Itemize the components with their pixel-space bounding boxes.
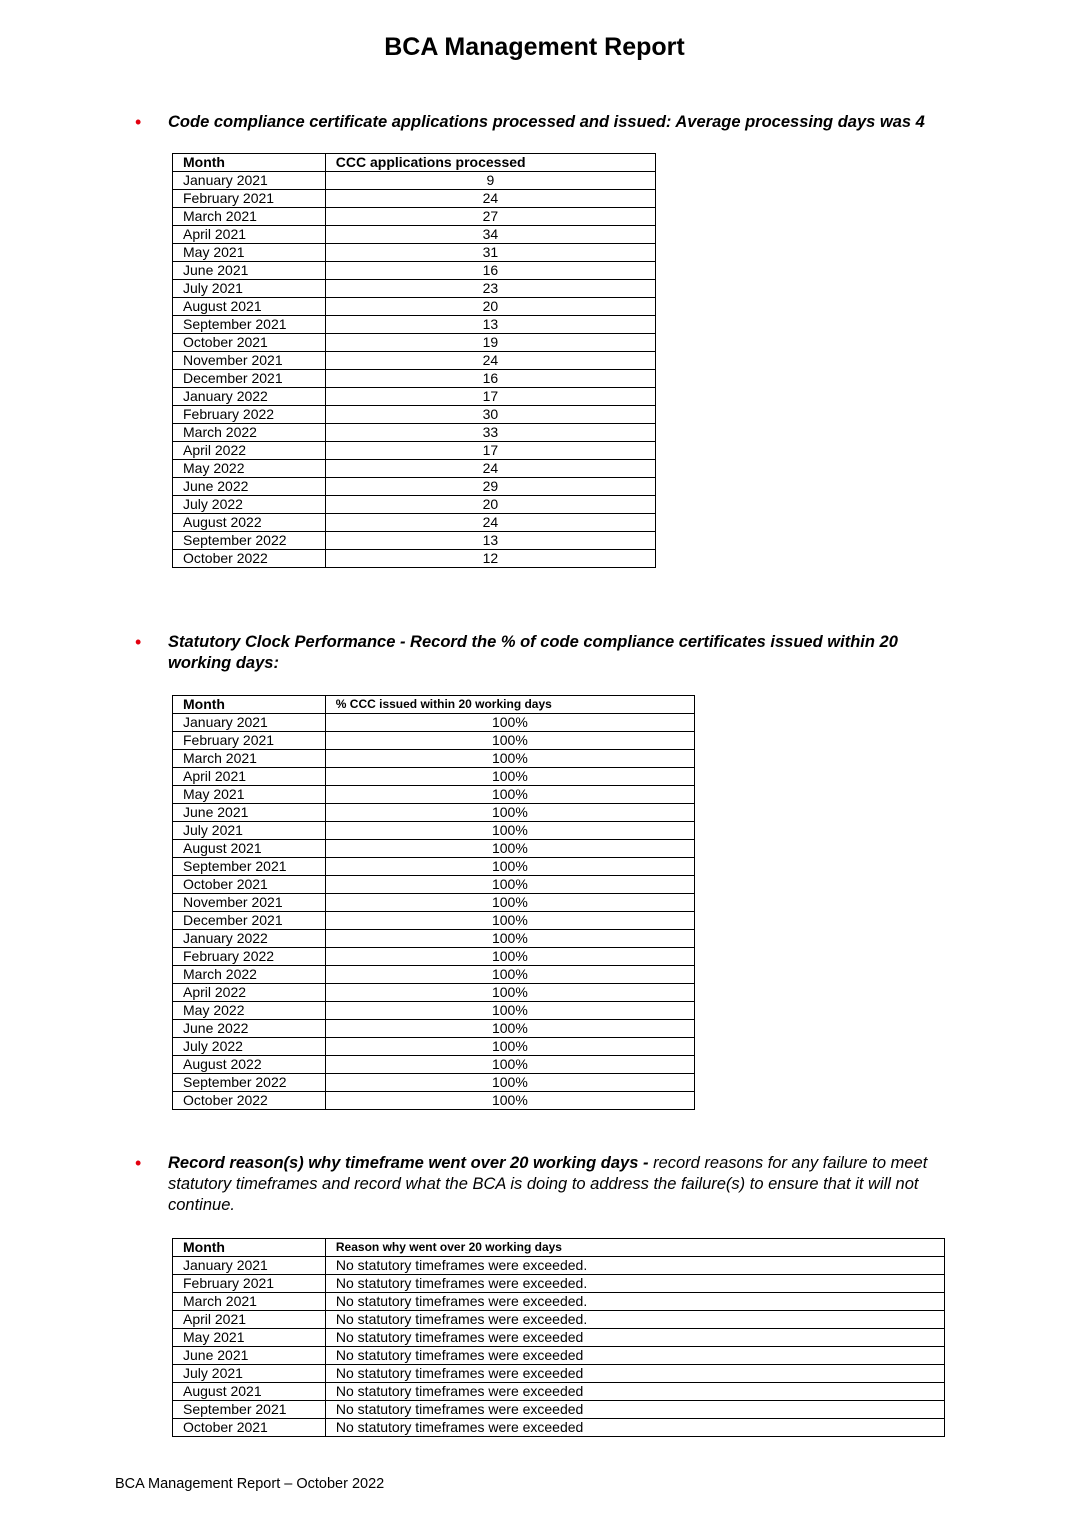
table-row	[173, 208, 656, 226]
cell-month: May 2021	[173, 1329, 326, 1347]
table-row	[173, 912, 695, 930]
cell-value: No statutory timeframes were exceeded	[325, 1365, 944, 1383]
table-row	[173, 750, 695, 768]
bullet-icon: •	[135, 632, 142, 652]
cell-value: 17	[325, 442, 655, 460]
table-row	[173, 190, 656, 208]
cell-value: 100%	[325, 768, 694, 786]
cell-month: July 2022	[173, 1038, 326, 1056]
table-row	[173, 984, 695, 1002]
cell-value: 23	[325, 280, 655, 298]
cell-value: 100%	[325, 912, 694, 930]
cell-month: January 2021	[173, 714, 326, 732]
heading-line: continue.	[168, 1196, 235, 1214]
table-row	[173, 316, 656, 334]
cell-value: 100%	[325, 732, 694, 750]
section-ccc-processed	[135, 112, 958, 133]
cell-value: 100%	[325, 858, 694, 876]
cell-value: 100%	[325, 876, 694, 894]
cell-value: 100%	[325, 948, 694, 966]
table-header-row	[173, 696, 695, 714]
cell-month: July 2021	[173, 822, 326, 840]
ccc-processed-table	[172, 153, 656, 568]
cell-value: No statutory timeframes were exceeded	[325, 1401, 944, 1419]
table-row	[173, 1074, 695, 1092]
cell-value: 20	[325, 496, 655, 514]
bullet-icon: •	[135, 112, 142, 132]
heading-rest: record reasons for any failure to meet	[653, 1154, 928, 1172]
cell-value: 100%	[325, 1074, 694, 1092]
cell-month: October 2021	[173, 1419, 326, 1437]
heading-line: Statutory Clock Performance - Record the % of code compliance certificates issued within 20	[168, 633, 898, 651]
cell-month: April 2021	[173, 768, 326, 786]
table-row	[173, 930, 695, 948]
cell-value: 24	[325, 460, 655, 478]
section-statutory-clock	[135, 632, 958, 674]
cell-value: 34	[325, 226, 655, 244]
cell-month: January 2022	[173, 388, 326, 406]
heading-line: statutory timeframes and record what the BCA is doing to address the failure(s) to ensure that it will not	[168, 1175, 919, 1193]
cell-month: September 2021	[173, 1401, 326, 1419]
table-row	[173, 370, 656, 388]
reasons-table	[172, 1238, 945, 1437]
table-row	[173, 1092, 695, 1110]
cell-month: June 2021	[173, 262, 326, 280]
table-row	[173, 262, 656, 280]
cell-value: No statutory timeframes were exceeded.	[325, 1311, 944, 1329]
cell-month: August 2022	[173, 1056, 326, 1074]
cell-value: No statutory timeframes were exceeded.	[325, 1275, 944, 1293]
cell-value: 16	[325, 262, 655, 280]
table-header-row	[173, 154, 656, 172]
table-row	[173, 298, 656, 316]
cell-value: 100%	[325, 840, 694, 858]
table-row	[173, 334, 656, 352]
cell-value: 20	[325, 298, 655, 316]
cell-value: No statutory timeframes were exceeded.	[325, 1293, 944, 1311]
cell-value: 24	[325, 514, 655, 532]
cell-month: October 2021	[173, 876, 326, 894]
cell-value: 16	[325, 370, 655, 388]
cell-value: 29	[325, 478, 655, 496]
table-row	[173, 948, 695, 966]
cell-month: September 2021	[173, 316, 326, 334]
cell-value: 100%	[325, 822, 694, 840]
cell-month: May 2021	[173, 244, 326, 262]
section-heading: Code compliance certificate applications processed and issued: Average processing days was 4	[168, 113, 925, 131]
table-row	[173, 1038, 695, 1056]
heading-line	[168, 1153, 958, 1174]
cell-month: June 2022	[173, 1020, 326, 1038]
table-row	[173, 478, 656, 496]
page-title: BCA Management Report	[384, 33, 685, 61]
cell-month: January 2022	[173, 930, 326, 948]
cell-month: October 2022	[173, 550, 326, 568]
section-heading	[168, 632, 958, 674]
table-row	[173, 1329, 945, 1347]
table-row	[173, 1419, 945, 1437]
table-row	[173, 768, 695, 786]
cell-month: July 2022	[173, 496, 326, 514]
table-row	[173, 876, 695, 894]
table-row	[173, 388, 656, 406]
cell-value: 100%	[325, 1056, 694, 1074]
table-row	[173, 1347, 945, 1365]
table-row	[173, 514, 656, 532]
cell-month: April 2021	[173, 226, 326, 244]
table-row	[173, 1311, 945, 1329]
heading-bold: Record reason(s) why timeframe went over 20 working days -	[168, 1154, 654, 1172]
cell-value: 33	[325, 424, 655, 442]
cell-month: June 2022	[173, 478, 326, 496]
table-row	[173, 1257, 945, 1275]
cell-month: March 2022	[173, 424, 326, 442]
cell-value: No statutory timeframes were exceeded	[325, 1329, 944, 1347]
cell-month: February 2021	[173, 190, 326, 208]
cell-month: January 2021	[173, 172, 326, 190]
header-month: Month	[173, 696, 326, 714]
table-row	[173, 822, 695, 840]
cell-month: April 2022	[173, 984, 326, 1002]
table-row	[173, 1383, 945, 1401]
cell-month: December 2021	[173, 370, 326, 388]
section-reasons	[135, 1153, 958, 1216]
cell-value: No statutory timeframes were exceeded	[325, 1419, 944, 1437]
table-row	[173, 550, 656, 568]
cell-month: July 2021	[173, 1365, 326, 1383]
cell-month: September 2021	[173, 858, 326, 876]
cell-value: 30	[325, 406, 655, 424]
cell-value: 13	[325, 532, 655, 550]
cell-value: 100%	[325, 1020, 694, 1038]
cell-month: March 2021	[173, 208, 326, 226]
cell-month: February 2022	[173, 406, 326, 424]
cell-value: No statutory timeframes were exceeded.	[325, 1257, 944, 1275]
cell-month: October 2022	[173, 1092, 326, 1110]
cell-month: October 2021	[173, 334, 326, 352]
table-row	[173, 424, 656, 442]
cell-month: November 2021	[173, 352, 326, 370]
cell-value: No statutory timeframes were exceeded	[325, 1383, 944, 1401]
cell-value: 24	[325, 190, 655, 208]
cell-value: 100%	[325, 1002, 694, 1020]
cell-value: 100%	[325, 714, 694, 732]
cell-value: 9	[325, 172, 655, 190]
cell-value: 100%	[325, 984, 694, 1002]
table-row	[173, 172, 656, 190]
cell-month: August 2022	[173, 514, 326, 532]
cell-value: 100%	[325, 750, 694, 768]
cell-month: December 2021	[173, 912, 326, 930]
cell-month: August 2021	[173, 840, 326, 858]
header-value: Reason why went over 20 working days	[325, 1239, 944, 1257]
table-row	[173, 460, 656, 478]
header-month: Month	[173, 1239, 326, 1257]
table-row	[173, 894, 695, 912]
cell-value: 100%	[325, 930, 694, 948]
cell-month: April 2022	[173, 442, 326, 460]
table-row	[173, 1401, 945, 1419]
cell-month: March 2022	[173, 966, 326, 984]
table-row	[173, 732, 695, 750]
cell-month: September 2022	[173, 1074, 326, 1092]
table-row	[173, 280, 656, 298]
cell-month: February 2021	[173, 1275, 326, 1293]
table-row	[173, 226, 656, 244]
cell-month: May 2021	[173, 786, 326, 804]
cell-month: January 2021	[173, 1257, 326, 1275]
cell-value: 100%	[325, 894, 694, 912]
table-row	[173, 442, 656, 460]
cell-month: November 2021	[173, 894, 326, 912]
cell-value: 31	[325, 244, 655, 262]
cell-value: 17	[325, 388, 655, 406]
cell-value: 24	[325, 352, 655, 370]
header-value: % CCC issued within 20 working days	[325, 696, 694, 714]
table-row	[173, 1275, 945, 1293]
cell-value: 13	[325, 316, 655, 334]
table-row	[173, 352, 656, 370]
cell-month: June 2021	[173, 1347, 326, 1365]
cell-month: June 2021	[173, 804, 326, 822]
cell-value: 19	[325, 334, 655, 352]
table-row	[173, 1365, 945, 1383]
cell-month: April 2021	[173, 1311, 326, 1329]
cell-value: 100%	[325, 804, 694, 822]
section-heading	[168, 1153, 958, 1216]
table-row	[173, 244, 656, 262]
cell-month: August 2021	[173, 298, 326, 316]
page-footer: BCA Management Report – October 2022	[115, 1476, 385, 1492]
table-row	[173, 786, 695, 804]
table-row	[173, 1020, 695, 1038]
cell-value: No statutory timeframes were exceeded	[325, 1347, 944, 1365]
cell-value: 27	[325, 208, 655, 226]
cell-month: February 2021	[173, 732, 326, 750]
cell-month: August 2021	[173, 1383, 326, 1401]
cell-value: 100%	[325, 1092, 694, 1110]
table-row	[173, 532, 656, 550]
cell-value: 100%	[325, 786, 694, 804]
table-row	[173, 804, 695, 822]
table-row	[173, 858, 695, 876]
table-row	[173, 714, 695, 732]
header-value: CCC applications processed	[325, 154, 655, 172]
table-row	[173, 1056, 695, 1074]
table-row	[173, 966, 695, 984]
table-row	[173, 496, 656, 514]
cell-value: 100%	[325, 1038, 694, 1056]
cell-month: September 2022	[173, 532, 326, 550]
cell-month: February 2022	[173, 948, 326, 966]
heading-line: working days:	[168, 654, 279, 672]
cell-month: March 2021	[173, 1293, 326, 1311]
cell-value: 100%	[325, 966, 694, 984]
cell-month: March 2021	[173, 750, 326, 768]
header-month: Month	[173, 154, 326, 172]
bullet-icon: •	[135, 1153, 142, 1173]
table-row	[173, 840, 695, 858]
table-row	[173, 1293, 945, 1311]
cell-month: July 2021	[173, 280, 326, 298]
cell-value: 12	[325, 550, 655, 568]
table-row	[173, 406, 656, 424]
table-row	[173, 1002, 695, 1020]
cell-month: May 2022	[173, 460, 326, 478]
cell-month: May 2022	[173, 1002, 326, 1020]
table-header-row	[173, 1239, 945, 1257]
statutory-clock-table	[172, 695, 695, 1110]
